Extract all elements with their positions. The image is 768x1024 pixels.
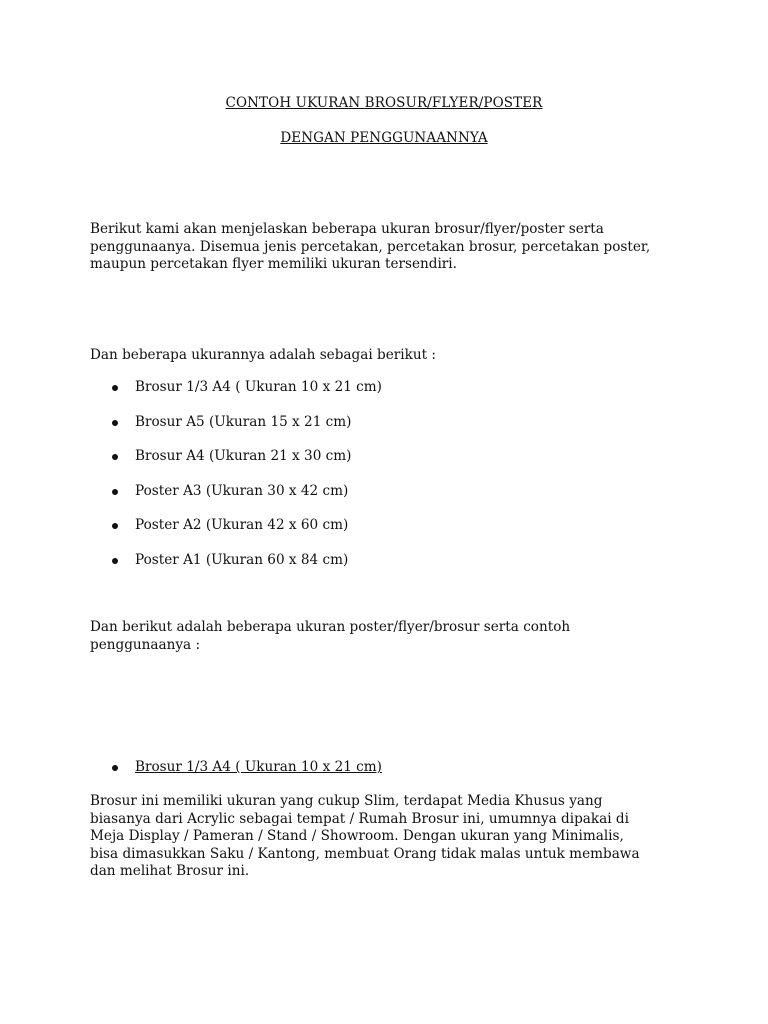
document-title: CONTOH UKURAN BROSUR/FLYER/POSTER [225,95,543,111]
intro-line: Berikut kami akan menjelaskan beberapa ukuran brosur/flyer/poster serta [90,221,604,237]
bullet-icon [112,489,118,495]
usage-intro-paragraph [90,619,690,654]
list-item-label: Brosur 1/3 A4 ( Ukuran 10 x 21 cm) [135,379,382,395]
section-heading: Brosur 1/3 A4 ( Ukuran 10 x 21 cm) [135,759,382,775]
section-body-line: Brosur ini memiliki ukuran yang cukup Slim, terdapat Media Khusus yang [90,793,603,809]
list-item-label: Brosur A5 (Ukuran 15 x 21 cm) [135,413,352,430]
list-item-label: Poster A2 (Ukuran 42 x 60 cm) [135,517,349,533]
bullet-icon [112,385,118,391]
section-body-line: Meja Display / Pameran / Stand / Showroom. Dengan ukuran yang Minimalis, [90,828,624,844]
bullet-icon [112,523,118,529]
list-item-label: Brosur A4 (Ukuran 21 x 30 cm) [135,448,352,464]
intro-paragraph [90,221,690,274]
list-intro-line: Dan beberapa ukurannya adalah sebagai berikut : [90,347,436,363]
document-subtitle: DENGAN PENGGUNAANNYA [280,130,488,146]
bullet-icon [112,420,118,426]
list-item-label: Poster A1 (Ukuran 60 x 84 cm) [135,551,349,568]
section-body-line: dan melihat Brosur ini. [90,863,250,879]
list-item-label: Poster A3 (Ukuran 30 x 42 cm) [135,482,349,499]
bullet-icon [112,558,118,564]
section-body-line: bisa dimasukkan Saku / Kantong, membuat Orang tidak malas untuk membawa [90,845,640,862]
usage-intro-line: Dan berikut adalah beberapa ukuran poster/flyer/brosur serta contoh [90,619,571,635]
intro-line: penggunaanya. Disemua jenis percetakan, percetakan brosur, percetakan poster, [90,238,651,255]
section-body-paragraph [90,793,690,881]
section-body-line: biasanya dari Acrylic sebagai tempat / Rumah Brosur ini, umumnya dipakai di [90,810,629,827]
usage-intro-line: penggunaanya : [90,636,201,653]
bullet-icon [112,765,118,771]
intro-line: maupun percetakan flyer memiliki ukuran tersendiri. [90,256,457,272]
list-intro-paragraph [90,347,690,365]
bullet-icon [112,454,118,460]
